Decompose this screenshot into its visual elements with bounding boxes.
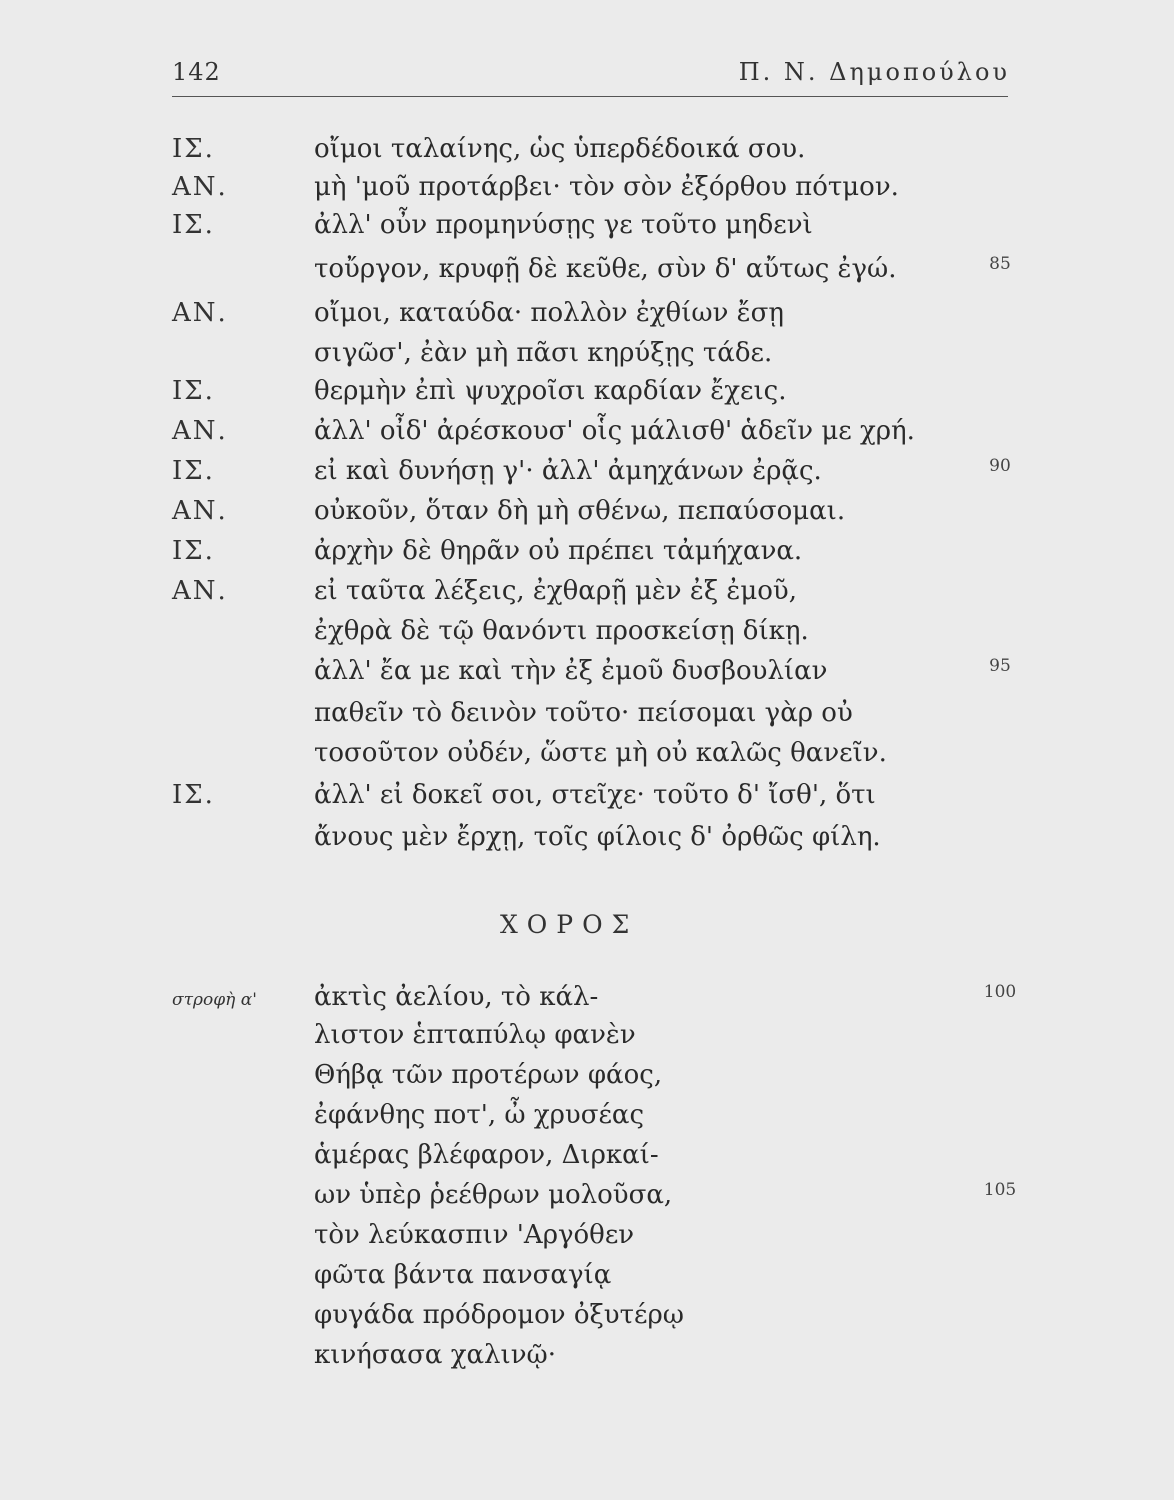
verse-text: οἴμοι, καταύδα· πολλὸν ἐχθίων ἔσῃ	[314, 298, 784, 328]
page-header	[172, 58, 1010, 98]
verse-text: σιγῶσ', ἐὰν μὴ πᾶσι κηρύξῃς τάδε.	[314, 338, 773, 368]
dialogue-line	[0, 698, 1174, 738]
verse-text: οἴμοι ταλαίνης, ὡς ὑπερδέδοικά σου.	[314, 134, 806, 164]
line-number: 95	[989, 656, 1011, 676]
page-number: 142	[172, 58, 221, 86]
dialogue-line	[0, 496, 1174, 536]
verse-text: κινήσασα χαλινῷ·	[314, 1340, 556, 1370]
speaker-label: ΙΣ.	[172, 376, 215, 406]
speaker-label: ΙΣ.	[172, 210, 215, 240]
verse-text: φῶτα βάντα πανσαγίᾳ	[314, 1260, 612, 1290]
line-number: 90	[989, 456, 1011, 476]
dialogue-line	[0, 780, 1174, 820]
speaker-label: ΑΝ.	[172, 496, 228, 526]
dialogue-line	[0, 172, 1174, 212]
dialogue-line	[0, 616, 1174, 656]
chorus-line	[0, 982, 1174, 1022]
speaker-label: ΙΣ.	[172, 536, 215, 566]
chorus-line	[0, 1060, 1174, 1100]
chorus-line	[0, 1220, 1174, 1260]
verse-text: ἀλλ' ἔα με καὶ τὴν ἐξ ἐμοῦ δυσβουλίαν	[314, 656, 828, 686]
verse-text: παθεῖν τὸ δεινὸν τοῦτο· πείσομαι γὰρ οὐ	[314, 698, 853, 728]
chorus-line	[0, 1340, 1174, 1380]
speaker-label: ΙΣ.	[172, 134, 215, 164]
chorus-line	[0, 1180, 1174, 1220]
speaker-label: ΑΝ.	[172, 172, 228, 202]
verse-text: φυγάδα πρόδρομον ὀξυτέρῳ	[314, 1300, 684, 1330]
verse-text: εἰ καὶ δυνήσῃ γ'· ἀλλ' ἀμηχάνων ἐρᾷς.	[314, 456, 822, 486]
dialogue-line	[0, 254, 1174, 294]
line-number: 85	[989, 254, 1011, 274]
running-head: Π. Ν. Δημοπούλου	[738, 58, 1010, 86]
verse-text: ἀλλ' εἰ δοκεῖ σοι, στεῖχε· τοῦτο δ' ἴσθ', ὅτι	[314, 780, 876, 810]
verse-text: θερμὴν ἐπὶ ψυχροῖσι καρδίαν ἔχεις.	[314, 376, 787, 406]
verse-text: ἀλλ' οἶδ' ἀρέσκουσ' οἷς μάλισθ' ἁδεῖν με χρή.	[314, 416, 915, 446]
verse-text: τὸν λεύκασπιν 'Αργόθεν	[314, 1220, 635, 1250]
dialogue-line	[0, 210, 1174, 250]
dialogue-line	[0, 576, 1174, 616]
speaker-label: ΑΝ.	[172, 416, 228, 446]
verse-text: οὐκοῦν, ὅταν δὴ μὴ σθένω, πεπαύσομαι.	[314, 496, 846, 526]
chorus-line	[0, 1140, 1174, 1180]
verse-text: ων ὑπὲρ ῥεέθρων μολοῦσα,	[314, 1180, 673, 1210]
dialogue-line	[0, 738, 1174, 778]
chorus-line	[0, 1100, 1174, 1140]
dialogue-line	[0, 456, 1174, 496]
verse-text: ἐχθρὰ δὲ τῷ θανόντι προσκείσῃ δίκῃ.	[314, 616, 809, 646]
verse-text: ἐφάνθης ποτ', ὦ χρυσέας	[314, 1100, 645, 1130]
speaker-label: ΙΣ.	[172, 780, 215, 810]
verse-text: ἀρχὴν δὲ θηρᾶν οὐ πρέπει τἀμήχανα.	[314, 536, 803, 566]
verse-text: ἀλλ' οὖν προμηνύσῃς γε τοῦτο μηδενὶ	[314, 210, 813, 240]
dialogue-line	[0, 416, 1174, 456]
verse-text: ἄνους μὲν ἔρχῃ, τοῖς φίλοις δ' ὀρθῶς φίλη.	[314, 822, 881, 852]
verse-text: τοσοῦτον οὐδέν, ὥστε μὴ οὐ καλῶς θανεῖν.	[314, 738, 887, 768]
dialogue-line	[0, 298, 1174, 338]
verse-text: μὴ 'μοῦ προτάρβει· τὸν σὸν ἐξόρθου πότμον.	[314, 172, 899, 202]
speaker-label: ΙΣ.	[172, 456, 215, 486]
verse-text: λιστον ἑπταπύλῳ φανὲν	[314, 1020, 636, 1050]
verse-text: ἁμέρας βλέφαρον, Διρκαί-	[314, 1140, 659, 1170]
chorus-line	[0, 1020, 1174, 1060]
chorus-line	[0, 1300, 1174, 1340]
verse-text: ἀκτὶς ἀελίου, τὸ κάλ-	[314, 982, 599, 1012]
header-rule	[172, 96, 1008, 97]
speaker-label: ΑΝ.	[172, 576, 228, 606]
dialogue-line	[0, 656, 1174, 696]
verse-text: εἰ ταῦτα λέξεις, ἐχθαρῇ μὲν ἐξ ἐμοῦ,	[314, 576, 797, 606]
chorus-heading: ΧΟΡΟΣ	[500, 910, 639, 939]
verse-text: τοὔργον, κρυφῇ δὲ κεῦθε, σὺν δ' αὔτως ἐγώ.	[314, 254, 897, 284]
strophe-label: στροφὴ α'	[172, 990, 257, 1010]
dialogue-line	[0, 822, 1174, 862]
dialogue-line	[0, 376, 1174, 416]
verse-text: Θήβᾳ τῶν προτέρων φάος,	[314, 1060, 663, 1090]
dialogue-line	[0, 338, 1174, 378]
chorus-line	[0, 1260, 1174, 1300]
speaker-label: ΑΝ.	[172, 298, 228, 328]
dialogue-line	[0, 134, 1174, 174]
line-number: 105	[983, 1180, 1017, 1200]
line-number: 100	[983, 982, 1017, 1002]
dialogue-line	[0, 536, 1174, 576]
